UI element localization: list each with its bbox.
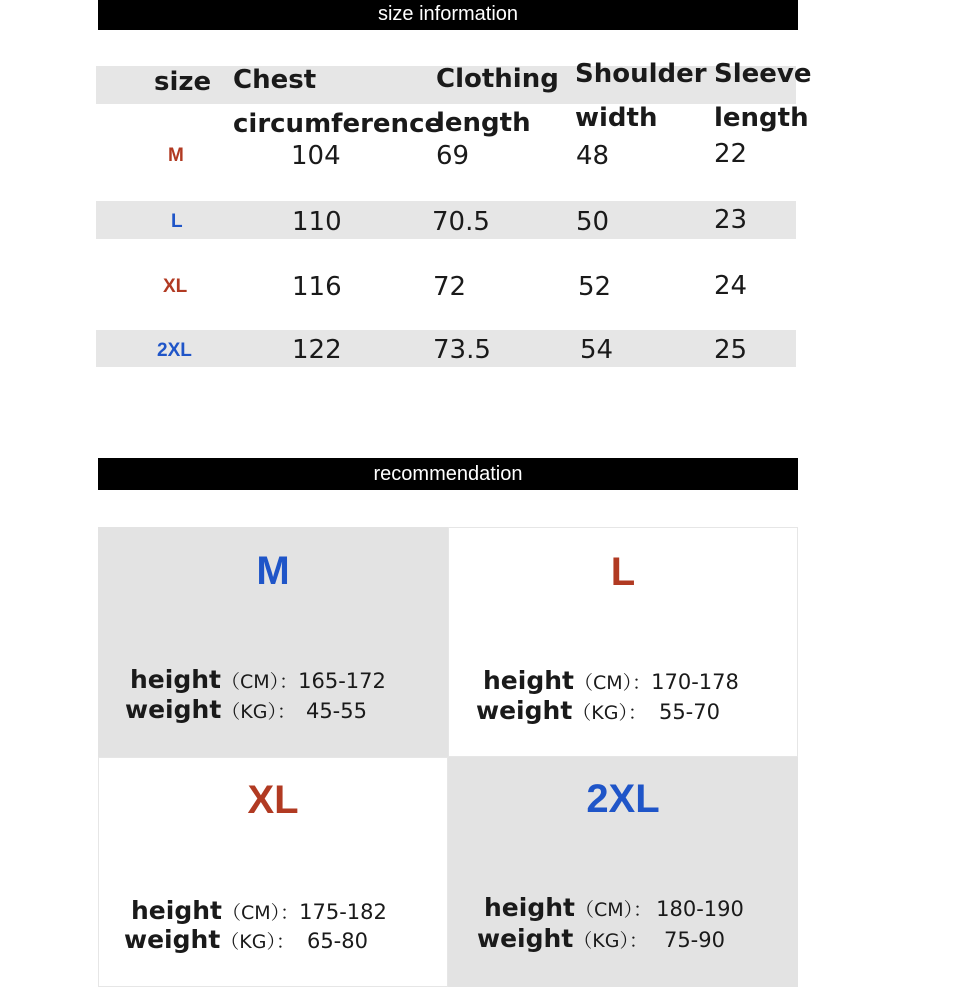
height-value: 175-182 xyxy=(299,900,387,924)
clothing-length-value: 69 xyxy=(436,141,470,171)
header-chest-line1: Chest xyxy=(233,65,317,95)
weight-value: 55-70 xyxy=(658,700,720,724)
weight-unit: （KG）： xyxy=(572,702,647,724)
weight-line xyxy=(477,924,725,953)
header-shoulder-line1: Shoulder xyxy=(575,59,707,89)
chest-value: 110 xyxy=(292,207,342,237)
weight-unit: （KG）： xyxy=(573,930,648,952)
size-information-header xyxy=(98,0,798,30)
chest-value: 104 xyxy=(291,141,341,171)
recommendation-card-l xyxy=(448,527,798,757)
card-size-label: XL xyxy=(247,778,299,822)
sleeve-length-value: 25 xyxy=(714,335,748,365)
weight-label: weight xyxy=(125,695,222,724)
height-label: height xyxy=(131,896,222,925)
weight-line xyxy=(476,696,720,725)
height-value: 165-172 xyxy=(298,669,386,693)
height-label: height xyxy=(484,893,575,922)
header-clothing-line2: length xyxy=(436,108,531,138)
recommendation-card-2xl xyxy=(448,757,798,987)
height-value: 170-178 xyxy=(651,670,739,694)
chest-value: 116 xyxy=(292,272,342,302)
weight-unit: （KG）： xyxy=(221,701,296,723)
clothing-length-value: 70.5 xyxy=(432,207,490,237)
row-size-xl: XL xyxy=(163,276,188,297)
height-line xyxy=(483,666,739,695)
height-label: height xyxy=(130,665,221,694)
height-value: 180-190 xyxy=(656,897,744,921)
recommendation-title: recommendation xyxy=(373,462,523,485)
row-size-2xl: 2XL xyxy=(157,340,192,361)
weight-line xyxy=(124,925,368,954)
card-size-label: M xyxy=(256,549,290,593)
weight-value: 75-90 xyxy=(663,928,725,952)
sleeve-length-value: 22 xyxy=(714,139,748,169)
row-size-l: L xyxy=(171,211,183,232)
height-unit: （CM）： xyxy=(221,902,300,924)
weight-line xyxy=(125,695,367,724)
weight-value: 65-80 xyxy=(306,929,368,953)
card-size-label: L xyxy=(610,550,636,594)
sleeve-length-value: 24 xyxy=(714,271,748,301)
shoulder-width-value: 52 xyxy=(578,272,612,302)
card-size-label: 2XL xyxy=(586,777,660,821)
height-line xyxy=(484,893,744,922)
height-line xyxy=(130,665,386,694)
shoulder-width-value: 48 xyxy=(576,141,610,171)
weight-label: weight xyxy=(477,924,574,953)
clothing-length-value: 72 xyxy=(433,272,467,302)
header-sleeve-line1: Sleeve xyxy=(714,59,812,89)
header-shoulder-line2: width xyxy=(575,103,658,133)
recommendation-card-m xyxy=(98,527,448,757)
weight-unit: （KG）： xyxy=(220,931,295,953)
header-sleeve-line2: length xyxy=(714,103,809,133)
height-label: height xyxy=(483,666,574,695)
clothing-length-value: 73.5 xyxy=(433,335,491,365)
header-chest-line2: circumference xyxy=(233,109,443,139)
size-information-title: size information xyxy=(377,2,519,25)
row-size-m: M xyxy=(168,145,184,166)
height-unit: （CM）： xyxy=(574,899,653,921)
shoulder-width-value: 54 xyxy=(580,335,614,365)
height-line xyxy=(131,896,387,925)
sleeve-length-value: 23 xyxy=(714,205,748,235)
height-unit: （CM）： xyxy=(573,672,652,694)
chest-value: 122 xyxy=(292,335,342,365)
weight-label: weight xyxy=(124,925,221,954)
shoulder-width-value: 50 xyxy=(576,207,610,237)
height-unit: （CM）： xyxy=(220,671,299,693)
recommendation-card-xl xyxy=(98,757,448,987)
weight-label: weight xyxy=(476,696,573,725)
header-clothing-line1: Clothing xyxy=(436,64,559,94)
weight-value: 45-55 xyxy=(305,699,367,723)
recommendation-header xyxy=(98,458,798,490)
header-size: size xyxy=(154,67,212,97)
